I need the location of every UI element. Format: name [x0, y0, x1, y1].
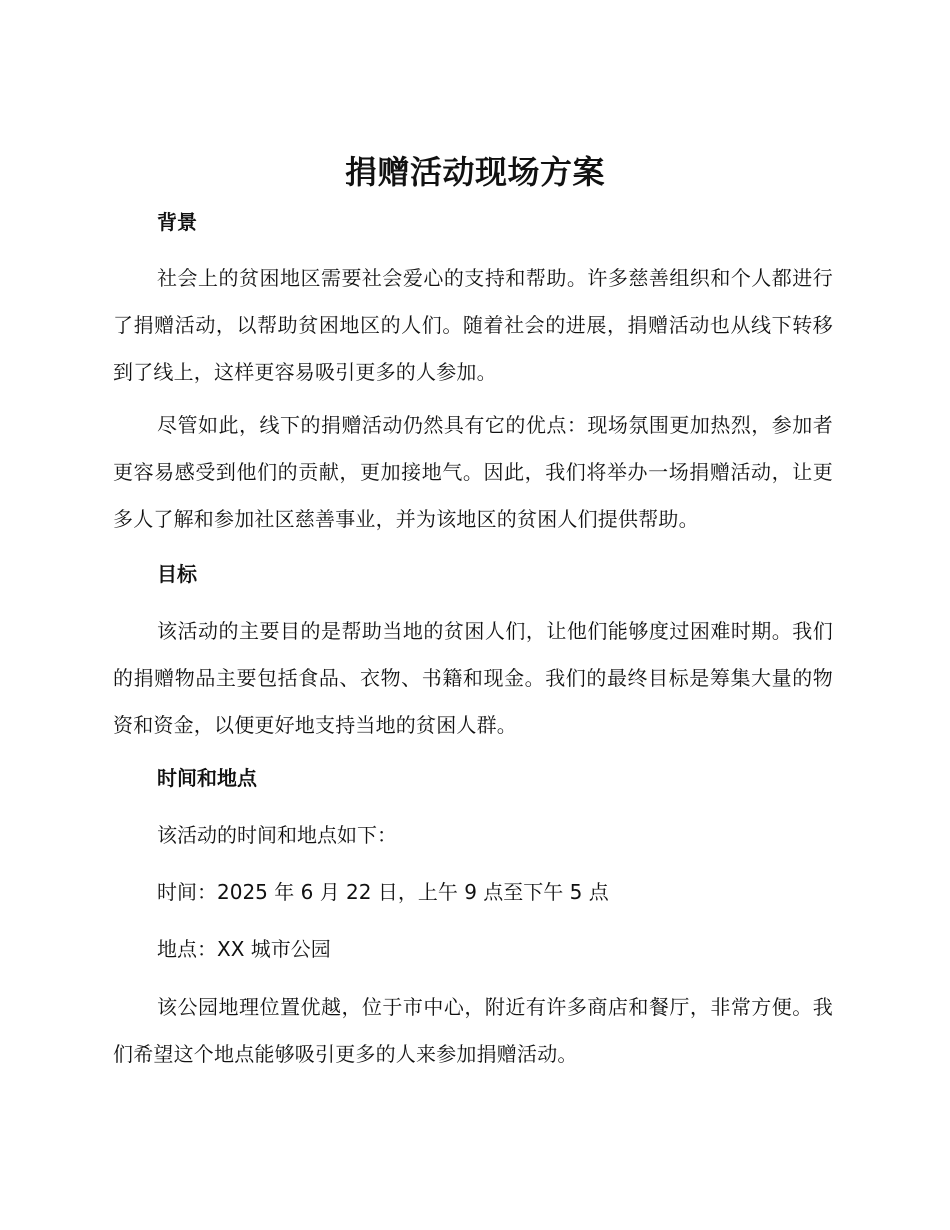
- time-place-intro: 该活动的时间和地点如下：: [157, 823, 397, 847]
- document-title: 捐赠活动现场方案: [344, 153, 605, 191]
- section-heading-background: 背景: [157, 210, 197, 234]
- background-paragraph-1: 社会上的贫困地区需要社会爱心的支持和帮助。许多慈善组织和个人都进行了捐赠活动，以帮助贫困地区的人们。随着社会的进展，捐赠活动也从线下转移到了线上，这样更容易吸引更多的人参加。: [113, 266, 833, 384]
- event-place: 地点：XX 城市公园: [157, 937, 331, 961]
- goal-paragraph: 该活动的主要目的是帮助当地的贫困人们，让他们能够度过困难时期。我们的捐赠物品主要包括食品、衣物、书籍和现金。我们的最终目标是筹集大量的物资和资金，以便更好地支持当地的贫困人群。: [113, 619, 833, 737]
- background-paragraph-2: 尽管如此，线下的捐赠活动仍然具有它的优点：现场氛围更加热烈，参加者更容易感受到他们的贡献，更加接地气。因此，我们将举办一场捐赠活动，让更多人了解和参加社区慈善事业，并为该地区的贫困人们提供帮助。: [113, 413, 833, 531]
- section-heading-goal: 目标: [157, 562, 197, 586]
- place-description-paragraph: 该公园地理位置优越，位于市中心，附近有许多商店和餐厅，非常方便。我们希望这个地点能够吸引更多的人来参加捐赠活动。: [113, 995, 833, 1066]
- section-heading-time-place: 时间和地点: [157, 766, 257, 790]
- event-time: 时间：2025 年 6 月 22 日，上午 9 点至下午 5 点: [157, 880, 609, 904]
